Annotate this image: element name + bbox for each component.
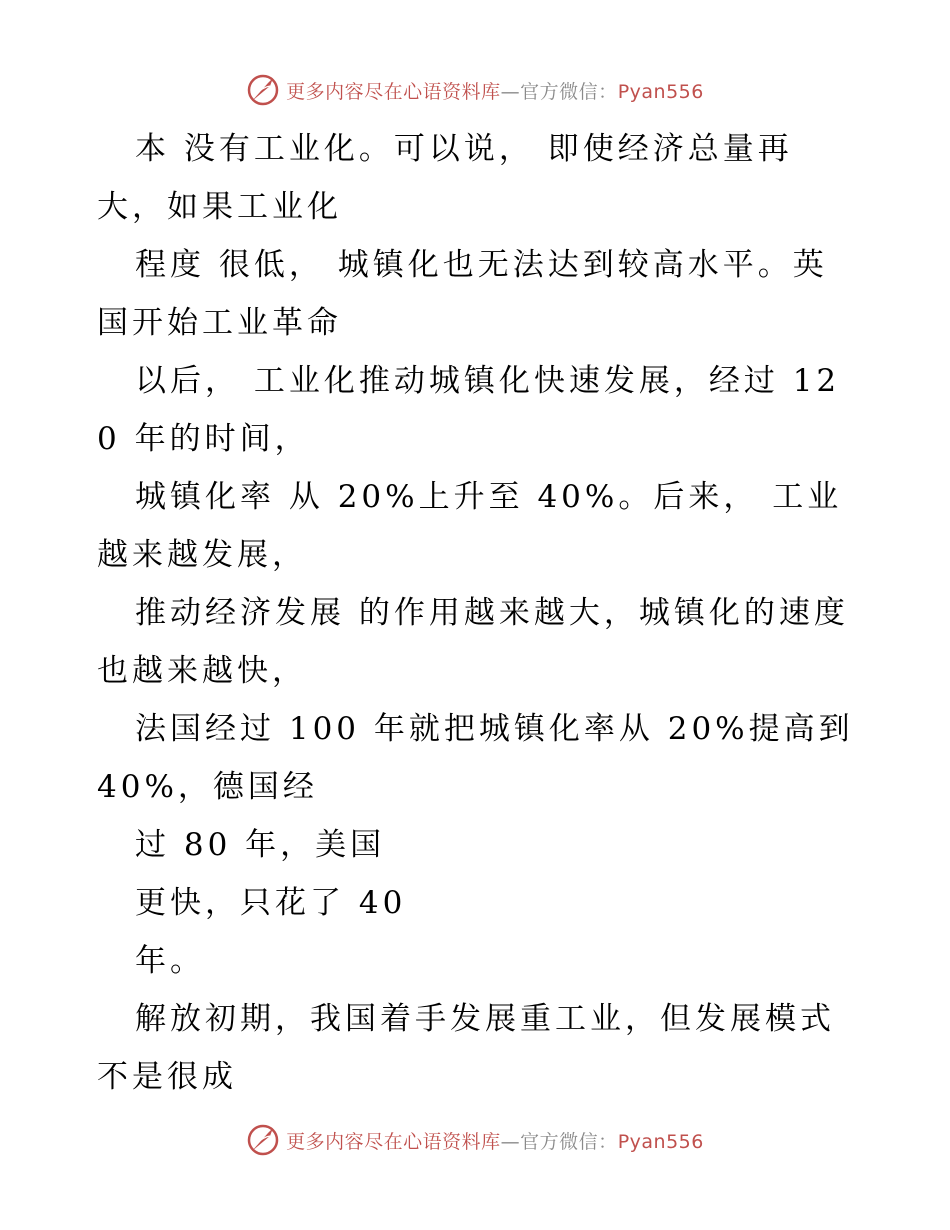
quill-pen-logo-icon bbox=[246, 1123, 280, 1157]
paragraph: 法国经过 100 年就把城镇化率从 20%提高到 40%，德国经 bbox=[97, 711, 854, 805]
paragraph: 本 没有工业化。可以说， 即使经济总量再大，如果工业化 bbox=[97, 131, 793, 225]
document-body bbox=[97, 120, 857, 1106]
header-banner-wechat: 官方微信： bbox=[520, 80, 618, 103]
header-banner bbox=[0, 73, 950, 107]
header-banner-text bbox=[286, 77, 704, 104]
paragraph: 解放初期，我国着手发展重工业，但发展模式不是很成 bbox=[97, 1001, 835, 1095]
footer-banner bbox=[0, 1123, 950, 1157]
paragraph: 程度 很低， 城镇化也无法达到较高水平。英国开始工业革命 bbox=[97, 247, 828, 341]
paragraph: 年。 bbox=[135, 943, 205, 979]
footer-banner-handle: Pyan556 bbox=[617, 1130, 704, 1153]
footer-banner-separator: — bbox=[500, 1130, 521, 1153]
header-banner-handle: Pyan556 bbox=[617, 80, 704, 103]
header-banner-main: 更多内容尽在心语资料库 bbox=[286, 80, 501, 103]
footer-banner-main: 更多内容尽在心语资料库 bbox=[286, 1130, 501, 1153]
header-banner-separator: — bbox=[500, 80, 521, 103]
paragraph: 以后， 工业化推动城镇化快速发展，经过 120 年的时间， bbox=[97, 363, 841, 457]
paragraph: 城镇化率 从 20%上升至 40%。后来， 工业越来越发展， bbox=[97, 479, 843, 573]
paragraph: 推动经济发展 的作用越来越大，城镇化的速度也越来越快， bbox=[97, 595, 849, 689]
footer-banner-text bbox=[286, 1127, 704, 1154]
quill-pen-logo-icon bbox=[246, 73, 280, 107]
paragraph: 过 80 年，美国 bbox=[135, 827, 386, 863]
paragraph: 更快，只花了 40 bbox=[135, 885, 407, 921]
footer-banner-wechat: 官方微信： bbox=[520, 1130, 618, 1153]
